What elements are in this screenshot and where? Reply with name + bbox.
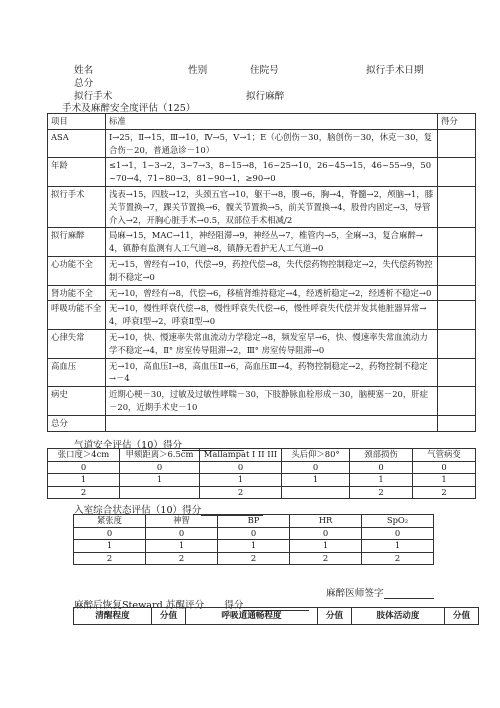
table-row xyxy=(74,527,434,540)
row-standard: 局麻→15，MAC→11，神经阻滞→9，神经丛→7，椎管内→5，全麻→3，复合麻醉→4，镇静有监测有人工气道→8，镇静无看护无人工气道→0 xyxy=(106,228,438,257)
airway-option-cell[interactable]: 0 xyxy=(350,461,413,474)
table-row xyxy=(74,552,434,565)
table-row xyxy=(48,186,476,227)
airway-option-cell[interactable]: 1 xyxy=(48,474,120,487)
safety-assessment-table xyxy=(47,113,476,432)
surgery-date-label: 拟行手术日期 xyxy=(366,65,424,76)
row-standard: 无→15，曾经有→10，代偿→9，药控代偿→8，失代偿药物控制稳定→2，失代偿药物控制不稳定→0 xyxy=(106,256,438,285)
row-item: 拟行麻醉 xyxy=(48,228,106,257)
row-score-cell[interactable] xyxy=(438,256,476,285)
entry-assessment-body xyxy=(74,515,434,565)
safety-assessment-title: 手术及麻醉安全度评估（125） xyxy=(62,103,196,114)
row-score-cell[interactable] xyxy=(438,301,476,330)
row-standard: 无→10，慢性呼衰代偿→8，慢性呼衰失代偿→6，慢性呼衰失代偿并发其他脏器异常→4，呼衰Ⅰ型→2，呼衰Ⅱ型→0 xyxy=(106,301,438,330)
airway-option-cell[interactable]: 1 xyxy=(413,474,476,487)
airway-option-cell[interactable]: 2 xyxy=(350,486,413,499)
anesthesiologist-signature xyxy=(326,585,434,599)
airway-option-cell[interactable] xyxy=(282,486,350,499)
table-row xyxy=(48,228,476,257)
row-score-cell[interactable] xyxy=(438,415,476,431)
steward-col-airway: 呼吸道通畅程度 xyxy=(186,608,318,625)
entry-column-header: 紧张度 xyxy=(74,515,146,528)
sex-label: 性别 xyxy=(188,65,208,76)
airway-title-text: 气道安全评估（10）得分 xyxy=(74,440,183,451)
table-row xyxy=(48,486,476,499)
entry-column-header: 神智 xyxy=(146,515,218,528)
row-item: 拟行手术 xyxy=(48,186,106,227)
steward-col-score-3: 分值 xyxy=(445,608,479,625)
row-item: 年龄 xyxy=(48,158,106,187)
steward-title-text: 麻醉后恢复Steward 苏醒评分 xyxy=(74,600,205,611)
steward-col-score-1: 分值 xyxy=(152,608,186,625)
airway-option-cell[interactable]: 2 xyxy=(200,486,282,499)
airway-option-cell[interactable]: 2 xyxy=(48,486,120,499)
table-row xyxy=(48,461,476,474)
airway-column-header: Mallampat I II III xyxy=(200,449,282,462)
entry-option-cell[interactable]: 1 xyxy=(146,540,218,553)
entry-header-row xyxy=(74,515,434,528)
airway-option-cell[interactable]: 2 xyxy=(413,486,476,499)
row-standard: 近期心梗－30，过敏及过敏性哮喘－30，下肢静脉血栓形成－30，脑梗塞－20，肝症－20，近期手术史－10 xyxy=(106,387,438,416)
steward-col-score-2: 分值 xyxy=(318,608,352,625)
row-score-cell[interactable] xyxy=(438,186,476,227)
row-item: 心律失常 xyxy=(48,329,106,358)
row-score-cell[interactable] xyxy=(438,158,476,187)
row-score-cell[interactable] xyxy=(438,387,476,416)
inpatient-number-label: 住院号 xyxy=(250,65,279,76)
table-row xyxy=(48,256,476,285)
entry-option-cell[interactable]: 2 xyxy=(362,552,434,565)
table-row xyxy=(48,129,476,158)
airway-option-cell[interactable]: 1 xyxy=(120,474,200,487)
entry-column-header: BP xyxy=(218,515,290,528)
row-standard: 无→10，高血压Ⅰ→8，高血压Ⅱ→6，高血压Ⅲ→4，药物控制稳定→2，药物控制不稳定→－4 xyxy=(106,358,438,387)
entry-option-cell[interactable]: 2 xyxy=(290,552,362,565)
steward-header-row xyxy=(74,608,479,625)
row-item: 高血压 xyxy=(48,358,106,387)
row-score-cell[interactable] xyxy=(438,358,476,387)
airway-assessment-table xyxy=(47,448,476,499)
column-header-standard: 标准 xyxy=(106,114,438,130)
airway-option-cell[interactable]: 1 xyxy=(200,474,282,487)
airway-header-row xyxy=(48,449,476,462)
row-standard: ≤1→1，1~3→2，3~7→3，8~15→8，16~25→10，26~45→15，46~55→9，50~70→4，71~80→3，81~90→1，≥90→0 xyxy=(106,158,438,187)
airway-column-header: 甲颏距离＞6.5cm xyxy=(120,449,200,462)
name-label: 姓名 xyxy=(74,65,94,76)
airway-option-cell[interactable]: 1 xyxy=(282,474,350,487)
table-row xyxy=(48,358,476,387)
airway-option-cell[interactable]: 0 xyxy=(48,461,120,474)
entry-option-cell[interactable]: 1 xyxy=(290,540,362,553)
airway-column-header: 颈部损伤 xyxy=(350,449,413,462)
row-score-cell[interactable] xyxy=(438,129,476,158)
airway-option-cell[interactable]: 0 xyxy=(120,461,200,474)
row-score-cell[interactable] xyxy=(438,228,476,257)
table-row xyxy=(48,285,476,301)
row-standard: 浅表→15，四肢→12，头颈五官→10，躯干→8，腹→6，胸→4，脊髓→2，颅脑→1，膝关节置换→7，踝关节置换→6，髋关节置换→5，前关节置换→4，股骨内固定→3，导管介入→2，开胸心脏手术→0.5，双部位手术相减/2 xyxy=(106,186,438,227)
row-score-cell[interactable] xyxy=(438,329,476,358)
airway-column-header: 气管病变 xyxy=(413,449,476,462)
entry-option-cell[interactable]: 0 xyxy=(218,527,290,540)
table-row xyxy=(48,415,476,431)
row-score-cell[interactable] xyxy=(438,285,476,301)
airway-option-cell[interactable] xyxy=(120,486,200,499)
planned-anesthesia-label: 拟行麻醉 xyxy=(246,91,285,102)
table-row xyxy=(48,301,476,330)
row-standard: Ⅰ→25，Ⅱ→15，Ⅲ→10，Ⅳ→5，Ⅴ→1；E（心创伤－30，脑创伤－30，休克－30，复合伤－20，普通急诊－10） xyxy=(106,129,438,158)
row-item: 病史 xyxy=(48,387,106,416)
row-item: 心功能不全 xyxy=(48,256,106,285)
column-header-score: 得分 xyxy=(438,114,476,130)
table-row xyxy=(48,387,476,416)
row-item: 总分 xyxy=(48,415,106,431)
steward-score-table xyxy=(73,607,479,625)
table-row xyxy=(48,329,476,358)
signature-label: 麻醉医师签字 xyxy=(326,588,384,599)
entry-title-text: 入室综合状态评估（10）得分 xyxy=(74,505,202,516)
row-item: 呼吸功能不全 xyxy=(48,301,106,330)
row-standard: 无→10，曾经有→8，代偿→6，移植肾维持稳定→4，经透析稳定→2，经透析不稳定→0 xyxy=(106,285,438,301)
table-row xyxy=(48,158,476,187)
table-header-row xyxy=(48,114,476,130)
entry-option-cell[interactable]: 0 xyxy=(362,527,434,540)
row-item: 肾功能不全 xyxy=(48,285,106,301)
row-item: ASA xyxy=(48,129,106,158)
airway-option-cell[interactable]: 0 xyxy=(413,461,476,474)
entry-option-cell[interactable]: 1 xyxy=(362,540,434,553)
entry-column-header: SpO₂ xyxy=(362,515,434,528)
entry-option-cell[interactable]: 0 xyxy=(290,527,362,540)
steward-col-limb-activity: 肢体活动度 xyxy=(352,608,445,625)
entry-option-cell[interactable]: 1 xyxy=(218,540,290,553)
planned-surgery-label: 拟行手术 xyxy=(74,91,113,102)
entry-column-header: HR xyxy=(290,515,362,528)
total-score-label: 总分 xyxy=(74,78,94,89)
row-standard xyxy=(106,415,438,431)
airway-option-cell[interactable]: 0 xyxy=(282,461,350,474)
entry-option-cell[interactable]: 0 xyxy=(74,527,146,540)
entry-option-cell[interactable]: 2 xyxy=(218,552,290,565)
airway-column-header: 张口度＞4cm xyxy=(48,449,120,462)
signature-blank[interactable] xyxy=(384,590,434,599)
airway-assessment-body xyxy=(48,449,476,499)
table-row xyxy=(48,474,476,487)
airway-column-header: 头后仰＞80° xyxy=(282,449,350,462)
table-row xyxy=(74,540,434,553)
airway-option-cell[interactable]: 1 xyxy=(350,474,413,487)
entry-option-cell[interactable]: 0 xyxy=(146,527,218,540)
steward-score-label: 得分 xyxy=(224,600,244,611)
column-header-item: 项目 xyxy=(48,114,106,130)
entry-option-cell[interactable]: 2 xyxy=(74,552,146,565)
row-standard: 无→10，快、慢速率失常血流动力学稳定→8，频发室早→6，快、慢速率失常血流动力学不稳定→4，Ⅱ° 房室传导阻滞→2，Ⅲ° 房室传导阻滞→0 xyxy=(106,329,438,358)
entry-option-cell[interactable]: 2 xyxy=(146,552,218,565)
steward-col-consciousness: 清醒程度 xyxy=(74,608,152,625)
entry-option-cell[interactable]: 1 xyxy=(74,540,146,553)
safety-assessment-body xyxy=(48,114,476,432)
airway-option-cell[interactable]: 0 xyxy=(200,461,282,474)
entry-assessment-table xyxy=(73,514,434,565)
